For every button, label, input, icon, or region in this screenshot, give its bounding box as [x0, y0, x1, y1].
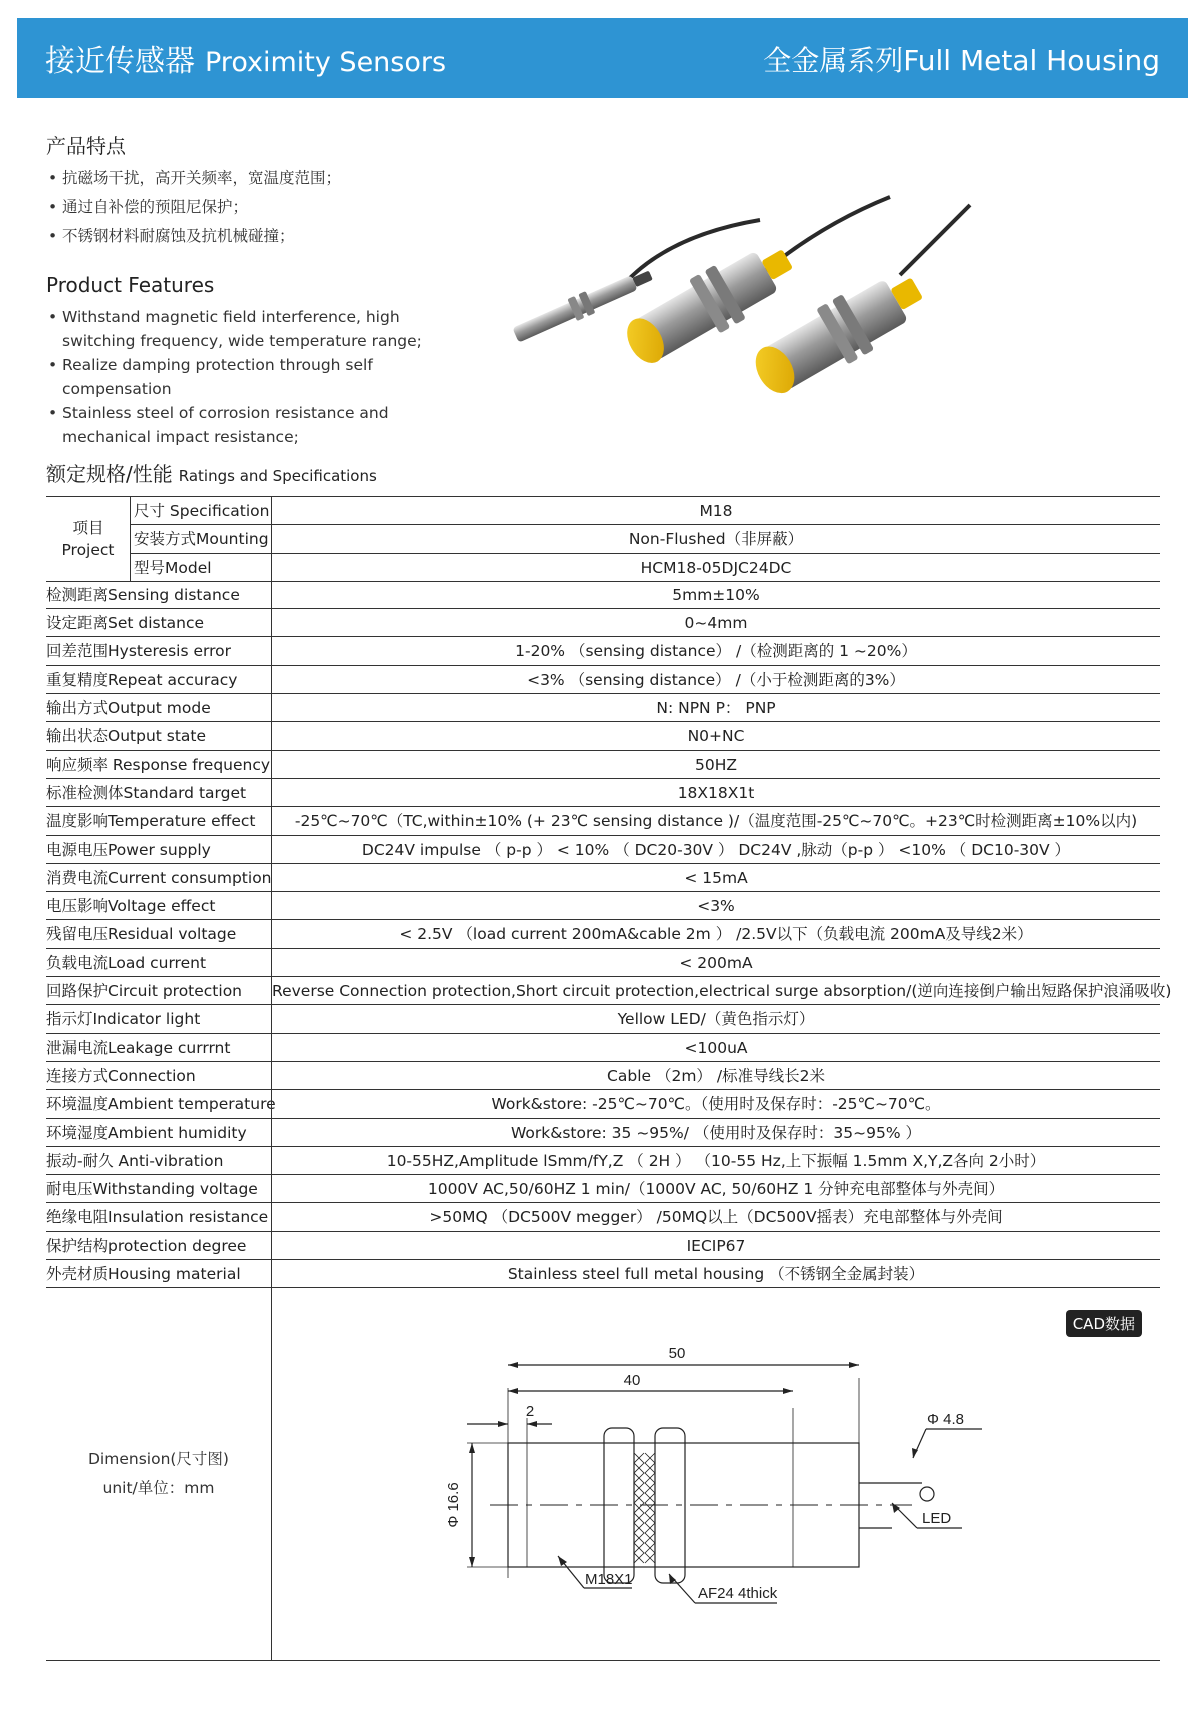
- list-item: • 通过自补偿的预阻尼保护；: [48, 193, 341, 222]
- row-value: Stainless steel full metal housing （不锈钢全金属封装）: [271, 1260, 1160, 1287]
- row-label: 耐电压Withstanding voltage: [46, 1180, 258, 1199]
- row-label: 保护结构protection degree: [46, 1236, 247, 1255]
- row-value: N: NPN P： PNP: [271, 694, 1160, 721]
- row-value: >50MQ （DC500V megger） /50MQ以上（DC500V摇表）充电部整体与外壳间: [271, 1203, 1160, 1230]
- project-rows: [130, 497, 1160, 582]
- dim-dia-label: Φ 16.6: [445, 1482, 462, 1528]
- row-label: 环境湿度Ambient humidity: [46, 1123, 247, 1142]
- row-label: 输出方式Output mode: [46, 699, 211, 718]
- row-value: Cable （2m） /标准导线长2米: [271, 1062, 1160, 1089]
- row-value: IECIP67: [271, 1232, 1160, 1259]
- table-row: [46, 666, 1160, 694]
- dim-40-label: 40: [623, 1372, 641, 1390]
- row-value: Non-Flushed（非屏蔽）: [271, 525, 1160, 552]
- table-row: [46, 807, 1160, 835]
- row-value: Reverse Connection protection,Short circuit protection,electrical surge absorption/(逆向连接倒户输出短路保护浪涌吸收): [271, 977, 1160, 1004]
- table-row: [46, 779, 1160, 807]
- features-en-title: Product Features: [46, 273, 215, 297]
- table-row: [130, 525, 1160, 553]
- table-row: [46, 581, 1160, 609]
- banner-series: 全金属系列Full Metal Housing: [763, 44, 1160, 77]
- table-row: [46, 751, 1160, 779]
- table-row: [46, 1005, 1160, 1033]
- table-row: [130, 554, 1160, 582]
- row-label: 振动-耐久 Anti-vibration: [46, 1151, 224, 1170]
- table-row: [46, 977, 1172, 1005]
- table-row: [46, 836, 1160, 864]
- table-row: [46, 1203, 1160, 1231]
- row-value: -25℃~70℃（TC,within±10% (+ 23℃ sensing distance )/（温度范围-25℃~70℃。+23℃时检测距离±10%以内): [271, 807, 1160, 834]
- row-label: 绝缘电阻Insulation resistance: [46, 1208, 269, 1227]
- table-row: [46, 1147, 1160, 1175]
- table-row: [46, 920, 1160, 948]
- row-value: HCM18-05DJC24DC: [271, 554, 1160, 581]
- features-en-list: [48, 305, 468, 449]
- row-label: 检测距离Sensing distance: [46, 585, 240, 604]
- row-label: 响应频率 Response frequency: [46, 755, 271, 774]
- project-group: [46, 496, 1160, 581]
- row-label: 重复精度Repeat accuracy: [46, 670, 238, 689]
- row-label: 回差范围Hysteresis error: [46, 642, 231, 661]
- row-label: 负载电流Load current: [46, 953, 207, 972]
- specs-title-en: Ratings and Specifications: [178, 467, 377, 485]
- row-label: 外壳材质Housing material: [46, 1265, 241, 1284]
- row-label: 电压影响Voltage effect: [46, 897, 216, 916]
- row-label: 温度影响Temperature effect: [46, 812, 256, 831]
- row-label: 型号Model: [130, 554, 271, 581]
- table-row: [46, 1034, 1160, 1062]
- row-label: 设定距离Set distance: [46, 614, 205, 633]
- spec-rows: [46, 581, 1172, 1288]
- row-label: 消费电流Current consumption: [46, 868, 272, 887]
- project-label: [46, 497, 130, 582]
- table-row: [130, 497, 1160, 525]
- row-value: <100uA: [271, 1034, 1160, 1061]
- table-row: [46, 864, 1160, 892]
- dimension-label-1: Dimension(尺寸图): [88, 1450, 229, 1469]
- row-label: 标准检测体Standard target: [46, 783, 247, 802]
- dimension-drawing-area: [271, 1288, 1160, 1660]
- table-row: [46, 1260, 1160, 1288]
- table-row: [46, 1090, 1160, 1118]
- thread-label: M18X1: [585, 1571, 633, 1589]
- header-banner: [17, 18, 1188, 98]
- dimension-section: [46, 1288, 1160, 1661]
- features-cn-list: [48, 164, 341, 251]
- table-row: [46, 949, 1160, 977]
- banner-title-en: Proximity Sensors: [205, 47, 447, 78]
- row-label: 尺寸 Specification: [130, 497, 271, 524]
- row-value: < 200mA: [271, 949, 1160, 976]
- row-value: 10-55HZ,Amplitude lSmm/fY,Z （ 2H ） （10-55 Hz,上下振幅 1.5mm X,Y,Z各向 2小时）: [271, 1147, 1160, 1174]
- table-row: [46, 637, 1160, 665]
- banner-title: [45, 36, 446, 80]
- table-row: [46, 722, 1160, 750]
- sensor-large: [744, 205, 970, 406]
- banner-title-cn: 接近传感器: [45, 44, 195, 79]
- dim-cable-label: Φ 4.8: [927, 1411, 964, 1429]
- specs-title: [46, 458, 377, 487]
- row-label: 输出状态Output state: [46, 727, 207, 746]
- list-item: • Stainless steel of corrosion resistance and mechanical impact resistance;: [48, 401, 468, 449]
- dim-50-label: 50: [668, 1345, 686, 1363]
- row-value: < 15mA: [271, 864, 1160, 891]
- row-value: < 2.5V （load current 200mA&cable 2m ） /2.5V以下（负载电流 200mA及导线2米）: [271, 920, 1160, 947]
- row-value: 50HZ: [271, 751, 1160, 778]
- row-label: 环境温度Ambient temperature: [46, 1095, 276, 1114]
- row-label: 安装方式Mounting: [130, 525, 271, 552]
- list-item: • Withstand magnetic field interference, high switching frequency, wide temperature range;: [48, 305, 468, 353]
- list-item: • 抗磁场干扰，高开关频率，宽温度范围；: [48, 164, 341, 193]
- led-label: LED: [922, 1510, 952, 1528]
- row-label: 回路保护Circuit protection: [46, 982, 242, 1001]
- row-label: 泄漏电流Leakage currrnt: [46, 1038, 231, 1057]
- project-label-cn: 项目: [72, 518, 104, 537]
- product-photo: [490, 175, 1070, 445]
- table-row: [46, 694, 1160, 722]
- row-label: 残留电压Residual voltage: [46, 925, 237, 944]
- row-value: <3% （sensing distance） /（小于检测距离的3%）: [271, 666, 1160, 693]
- project-label-en: Project: [61, 540, 115, 559]
- spec-table: [46, 496, 1172, 1661]
- list-item: • 不锈钢材料耐腐蚀及抗机械碰撞；: [48, 222, 341, 251]
- row-value: M18: [271, 497, 1160, 524]
- row-label: 连接方式Connection: [46, 1066, 196, 1085]
- row-label: 指示灯Indicator light: [46, 1010, 201, 1029]
- table-row: [46, 1119, 1160, 1147]
- row-value: <3%: [271, 892, 1160, 919]
- table-row: [46, 1062, 1160, 1090]
- table-row: [46, 1232, 1160, 1260]
- table-row: [46, 609, 1160, 637]
- dimension-label-2: unit/单位：mm: [102, 1479, 215, 1498]
- nut-label: AF24 4thick: [698, 1585, 778, 1603]
- list-item: • Realize damping protection through self compensation: [48, 353, 468, 401]
- row-value: N0+NC: [271, 722, 1160, 749]
- row-value: Yellow LED/（黄色指示灯）: [271, 1005, 1160, 1032]
- row-value: 1000V AC,50/60HZ 1 min/（1000V AC, 50/60HZ 1 分钟充电部整体与外壳间）: [271, 1175, 1160, 1202]
- row-label: 电源电压Power supply: [46, 840, 211, 859]
- row-value: 5mm±10%: [271, 581, 1160, 608]
- dimension-label: [46, 1288, 271, 1660]
- row-value: 1-20% （sensing distance） /（检测距离的 1 ~20%）: [271, 637, 1160, 664]
- table-row: [46, 892, 1160, 920]
- row-value: Work&store: -25℃~70℃。（使用时及保存时：-25℃~70℃。: [271, 1090, 1160, 1117]
- features-cn-title: 产品特点: [46, 134, 126, 158]
- row-value: 18X18X1t: [271, 779, 1160, 806]
- cad-data-badge[interactable]: CAD数据: [1066, 1310, 1142, 1337]
- specs-title-cn: 额定规格/性能: [46, 462, 173, 486]
- row-value: DC24V impulse （ p-p ） < 10% （ DC20-30V ） DC24V ,脉动（p-p ） <10% （ DC10-30V ）: [271, 836, 1160, 863]
- dim-2-label: 2: [525, 1403, 535, 1421]
- dimension-drawing: [272, 1288, 1161, 1661]
- row-value: 0~4mm: [271, 609, 1160, 636]
- table-row: [46, 1175, 1160, 1203]
- row-value: Work&store: 35 ~95%/ （使用时及保存时：35~95% ）: [271, 1119, 1160, 1146]
